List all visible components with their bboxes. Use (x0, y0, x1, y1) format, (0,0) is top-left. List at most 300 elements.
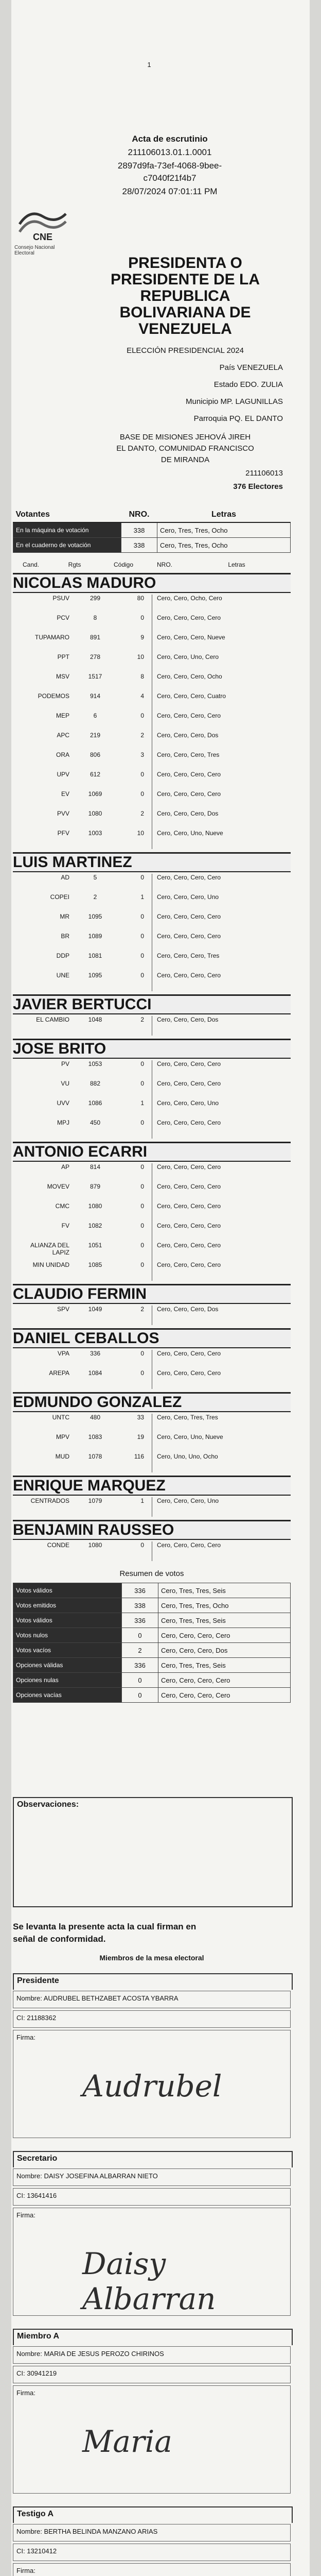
cne-logo (14, 206, 71, 256)
party-votes-letters: Cero, Cero, Uno, Nueve (157, 829, 223, 837)
member-signature: Audrubel (82, 2069, 222, 2104)
centro-line-2: EL DANTO, COMUNIDAD FRANCISCO (116, 444, 254, 453)
party-votes: 2 (140, 810, 144, 817)
votantes-table (13, 507, 291, 553)
party-code: 299 (90, 595, 101, 602)
party-code: 2 (93, 893, 97, 901)
party-acronym: BR (61, 933, 69, 940)
votantes-head-nro: NRO. (121, 507, 157, 522)
party-acronym: PPT (57, 653, 69, 660)
party-acronym: PSUV (52, 595, 69, 602)
party-row (13, 1369, 291, 1389)
party-code: 6 (93, 712, 97, 719)
party-votes: 0 (140, 1369, 144, 1377)
member-role: Presidente (17, 1976, 59, 1985)
party-row (13, 1060, 291, 1080)
resumen-key: Opciones vacías (13, 1688, 122, 1703)
party-code: 1083 (88, 1433, 102, 1440)
candidate-name: DANIEL CEBALLOS (13, 1328, 291, 1348)
votantes-label: En la máquina de votación (13, 522, 121, 538)
party-row (13, 771, 291, 790)
candidate-name: ENRIQUE MARQUEZ (13, 1476, 291, 1496)
title-line-5: VENEZUELA (138, 320, 232, 337)
party-votes-letters: Cero, Cero, Cero, Dos (157, 1306, 219, 1313)
member-ci: CI: 21188362 (13, 2010, 291, 2028)
resumen-key: Opciones válidas (13, 1658, 122, 1673)
title-line-2: PRESIDENTE DE LA (110, 271, 260, 288)
member-firma: Firma: (13, 2563, 291, 2576)
member-role-box (13, 2329, 293, 2345)
party-acronym: UVV (57, 1099, 69, 1107)
party-votes: 0 (140, 614, 144, 621)
votantes-label: En el cuaderno de votación (13, 538, 121, 553)
acta-uuid-1: 2897d9fa-73ef-4068-9bee- (117, 161, 222, 171)
party-acronym: ALIANZA DEL LAPIZ (30, 1242, 69, 1256)
party-row (13, 893, 291, 913)
party-code: 814 (90, 1163, 101, 1171)
party-votes: 33 (137, 1414, 144, 1421)
member-name: Nombre: MARIA DE JESUS PEROZO CHIRINOS (13, 2346, 291, 2364)
resumen-letras: Cero, Cero, Cero, Dos (158, 1643, 291, 1658)
party-acronym: EL CAMBIO (36, 1016, 69, 1023)
candidate-name: JAVIER BERTUCCI (13, 994, 291, 1014)
party-acronym: MUD (55, 1453, 69, 1460)
party-row (13, 829, 291, 849)
party-acronym: MPV (56, 1433, 69, 1440)
party-row (13, 1350, 291, 1369)
party-acronym: ORA (56, 751, 69, 758)
party-row (13, 1202, 291, 1222)
candidate-name: LUIS MARTINEZ (13, 852, 291, 872)
member-signature: Daisy Albarran (82, 2246, 216, 2316)
party-code: 480 (90, 1414, 101, 1421)
candidate-name: CLAUDIO FERMIN (13, 1284, 291, 1304)
party-votes: 3 (140, 751, 144, 758)
party-acronym: MPJ (57, 1119, 69, 1126)
resumen-table (13, 1583, 291, 1703)
party-code: 278 (90, 653, 101, 660)
party-row (13, 1261, 291, 1281)
party-votes-letters: Cero, Cero, Cero, Cero (157, 1202, 221, 1210)
candidate-name: BENJAMIN RAUSSEO (13, 1520, 291, 1540)
resumen-nro: 336 (122, 1658, 158, 1673)
party-votes: 0 (140, 712, 144, 719)
party-votes: 0 (140, 874, 144, 881)
party-acronym: APC (57, 732, 69, 739)
party-acronym: MSV (56, 673, 69, 680)
party-votes: 0 (140, 1261, 144, 1268)
title-line-4: BOLIVARIANA DE (119, 304, 251, 321)
party-acronym: VPA (57, 1350, 69, 1357)
subhead-nro: NRO. (157, 561, 172, 568)
party-row (13, 614, 291, 634)
cne-logo-caption: Consejo Nacional Electoral (14, 245, 55, 256)
party-row (13, 790, 291, 810)
party-code: 882 (90, 1080, 101, 1087)
party-votes-letters: Cero, Cero, Cero, Nueve (157, 634, 225, 641)
member-firma: Firma: (13, 2385, 291, 2494)
party-votes-letters: Cero, Cero, Cero, Uno (157, 893, 219, 901)
observaciones-label: Observaciones: (17, 1800, 79, 1809)
candidate-name: JOSE BRITO (13, 1039, 291, 1059)
resumen-row (13, 1643, 291, 1658)
resumen-letras: Cero, Tres, Tres, Seis (158, 1583, 291, 1598)
cne-logo-icon (14, 206, 71, 242)
party-acronym: TUPAMARO (34, 634, 69, 641)
acta-title: Acta de escrutinio (132, 134, 208, 144)
member-ci: CI: 30941219 (13, 2366, 291, 2383)
party-code: 806 (90, 751, 101, 758)
party-votes: 2 (140, 1306, 144, 1313)
party-votes-letters: Cero, Cero, Cero, Cero (157, 614, 221, 621)
party-row (13, 1119, 291, 1139)
votantes-head: Votantes (13, 507, 121, 522)
party-row (13, 712, 291, 732)
page-mark: 1 (147, 61, 151, 69)
centro-code: 211106013 (245, 469, 283, 478)
party-votes: 0 (140, 1222, 144, 1229)
resumen-row (13, 1628, 291, 1643)
party-acronym: MOVEV (47, 1183, 69, 1190)
party-votes-letters: Cero, Cero, Uno, Cero (157, 653, 219, 660)
resumen-key: Votos emitidos (13, 1598, 122, 1613)
party-votes-letters: Cero, Cero, Cero, Cero (157, 933, 221, 940)
party-row (13, 952, 291, 972)
party-code: 1069 (88, 790, 102, 798)
party-row (13, 1242, 291, 1261)
member-role: Secretario (17, 2154, 58, 2163)
member-ci: CI: 13210412 (13, 2544, 291, 2561)
resumen-letras: Cero, Cero, Cero, Cero (158, 1628, 291, 1643)
resumen-nro: 0 (122, 1628, 158, 1643)
party-votes-letters: Cero, Cero, Cero, Cero (157, 790, 221, 798)
party-votes-letters: Cero, Cero, Cero, Cero (157, 1183, 221, 1190)
party-row (13, 634, 291, 653)
pais: País VENEZUELA (219, 363, 283, 372)
party-row (13, 1453, 291, 1472)
votantes-nro: 338 (121, 538, 157, 553)
party-acronym: DDP (56, 952, 69, 959)
closing-line-1: Se levanta la presente acta la cual firman en (13, 1922, 197, 1931)
party-votes: 10 (137, 829, 144, 837)
resumen-nro: 0 (122, 1673, 158, 1688)
party-code: 1048 (88, 1016, 102, 1023)
party-code: 336 (90, 1350, 101, 1357)
election-name: ELECCIÓN PRESIDENCIAL 2024 (127, 346, 244, 355)
party-row (13, 1433, 291, 1453)
party-code: 1089 (88, 933, 102, 940)
resumen-key: Opciones nulas (13, 1673, 122, 1688)
party-acronym: MR (60, 913, 69, 920)
party-acronym: PV (61, 1060, 69, 1067)
centro-line-3: DE MIRANDA (160, 455, 210, 464)
party-code: 1095 (88, 972, 102, 979)
party-row (13, 972, 291, 991)
member-role: Testigo A (17, 2510, 54, 2518)
party-row (13, 1306, 291, 1325)
candidate-subheader (13, 557, 291, 572)
member-name: Nombre: DAISY JOSEFINA ALBARRAN NIETO (13, 2168, 291, 2186)
party-votes: 0 (140, 1202, 144, 1210)
party-votes: 0 (140, 952, 144, 959)
resumen-key: Votos válidos (13, 1613, 122, 1628)
subhead-codigo: Código (113, 561, 134, 568)
resumen-letras: Cero, Tres, Tres, Seis (158, 1658, 291, 1673)
party-code: 1053 (88, 1060, 102, 1067)
member-role: Miembro A (17, 2332, 60, 2341)
party-votes: 0 (140, 972, 144, 979)
svg-text:CNE: CNE (32, 232, 53, 242)
subhead-letras: Letras (228, 561, 245, 568)
resumen-row (13, 1673, 291, 1688)
party-votes: 0 (140, 790, 144, 798)
party-row (13, 1099, 291, 1119)
party-row (13, 1183, 291, 1202)
party-row (13, 732, 291, 751)
subhead-rgts: Rgts (68, 561, 81, 568)
party-votes: 19 (137, 1433, 144, 1440)
party-votes-letters: Cero, Cero, Cero, Uno (157, 1497, 219, 1504)
party-row (13, 595, 291, 614)
party-acronym: AD (61, 874, 69, 881)
party-votes-letters: Cero, Cero, Cero, Cero (157, 1163, 221, 1171)
party-votes-letters: Cero, Cero, Cero, Cero (157, 1222, 221, 1229)
party-votes: 9 (140, 634, 144, 641)
party-row (13, 874, 291, 893)
party-votes: 8 (140, 673, 144, 680)
party-code: 1080 (88, 810, 102, 817)
member-name: Nombre: AUDRUBEL BETHZABET ACOSTA YBARRA (13, 1991, 291, 2008)
municipio: Municipio MP. LAGUNILLAS (186, 397, 283, 406)
member-firma: Firma: (13, 2208, 291, 2316)
party-acronym: CONDE (47, 1541, 69, 1549)
party-votes: 2 (140, 1016, 144, 1023)
member-signature: Maria (82, 2424, 172, 2459)
resumen-key: Votos vacíos (13, 1643, 122, 1658)
votantes-head-letras: Letras (157, 507, 291, 522)
party-votes-letters: Cero, Cero, Cero, Dos (157, 810, 219, 817)
resumen-letras: Cero, Tres, Tres, Seis (158, 1613, 291, 1628)
party-acronym: CENTRADOS (30, 1497, 69, 1504)
party-votes: 0 (140, 1163, 144, 1171)
party-votes-letters: Cero, Cero, Cero, Cuatro (157, 692, 226, 700)
party-row (13, 1080, 291, 1099)
resumen-row (13, 1613, 291, 1628)
party-code: 1081 (88, 952, 102, 959)
party-votes: 0 (140, 771, 144, 778)
party-acronym: CMC (55, 1202, 69, 1210)
party-acronym: PFV (57, 829, 69, 837)
party-code: 8 (93, 614, 97, 621)
party-votes: 0 (140, 1119, 144, 1126)
party-votes-letters: Cero, Cero, Ocho, Cero (157, 595, 222, 602)
party-votes: 2 (140, 732, 144, 739)
candidate-name: NICOLAS MADURO (13, 573, 291, 593)
party-acronym: PVV (57, 810, 69, 817)
estado: Estado EDO. ZULIA (213, 380, 283, 389)
party-acronym: MEP (56, 712, 69, 719)
resumen-nro: 336 (122, 1613, 158, 1628)
parroquia: Parroquia PQ. EL DANTO (193, 414, 283, 423)
party-code: 1082 (88, 1222, 102, 1229)
subhead-cand: Cand. (22, 561, 40, 568)
party-votes: 1 (140, 893, 144, 901)
votantes-letras: Cero, Tres, Tres, Ocho (157, 522, 291, 538)
party-row (13, 1016, 291, 1036)
party-votes-letters: Cero, Cero, Cero, Uno (157, 1099, 219, 1107)
party-acronym: MIN UNIDAD (32, 1261, 69, 1268)
member-role-box (13, 2151, 293, 2167)
resumen-title: Resumen de votos (119, 1569, 184, 1578)
party-votes: 0 (140, 1060, 144, 1067)
party-acronym: UNE (56, 972, 69, 979)
party-votes: 0 (140, 1350, 144, 1357)
party-votes-letters: Cero, Cero, Cero, Cero (157, 874, 221, 881)
resumen-nro: 336 (122, 1583, 158, 1598)
title-line-1: PRESIDENTA O (128, 255, 242, 272)
party-votes: 0 (140, 933, 144, 940)
member-ci: CI: 13641416 (13, 2188, 291, 2206)
party-acronym: COPEI (50, 893, 69, 901)
candidate-name: ANTONIO ECARRI (13, 1142, 291, 1162)
electores-count: 376 Electores (233, 482, 283, 491)
votantes-letras: Cero, Tres, Tres, Ocho (157, 538, 291, 553)
party-votes-letters: Cero, Cero, Cero, Dos (157, 1016, 219, 1023)
acta-timestamp: 28/07/2024 07:01:11 PM (122, 187, 218, 196)
resumen-row (13, 1658, 291, 1673)
party-code: 1080 (88, 1541, 102, 1549)
party-votes: 0 (140, 913, 144, 920)
party-row (13, 810, 291, 829)
resumen-nro: 2 (122, 1643, 158, 1658)
party-row (13, 1541, 291, 1561)
party-votes-letters: Cero, Cero, Cero, Ocho (157, 673, 222, 680)
party-acronym: FV (61, 1222, 69, 1229)
party-row (13, 692, 291, 712)
resumen-letras: Cero, Cero, Cero, Cero (158, 1688, 291, 1703)
party-votes-letters: Cero, Cero, Cero, Cero (157, 1369, 221, 1377)
party-row (13, 751, 291, 771)
party-votes: 0 (140, 1541, 144, 1549)
member-firma: Firma: (13, 2030, 291, 2138)
party-acronym: UNTC (52, 1414, 69, 1421)
party-code: 5 (93, 874, 97, 881)
party-votes-letters: Cero, Cero, Cero, Cero (157, 913, 221, 920)
party-votes-letters: Cero, Cero, Cero, Tres (157, 751, 220, 758)
party-votes: 116 (134, 1453, 144, 1460)
member-role-box (13, 2506, 293, 2523)
party-acronym: PODEMOS (38, 692, 69, 700)
party-code: 219 (90, 732, 101, 739)
centro-line-1: BASE DE MISIONES JEHOVÁ JIREH (119, 433, 251, 442)
party-code: 1080 (88, 1202, 102, 1210)
party-votes-letters: Cero, Cero, Cero, Cero (157, 1242, 221, 1249)
party-votes-letters: Cero, Cero, Cero, Cero (157, 771, 221, 778)
resumen-row (13, 1583, 291, 1598)
party-code: 1084 (88, 1369, 102, 1377)
party-votes: 80 (137, 595, 144, 602)
party-votes-letters: Cero, Cero, Cero, Cero (157, 972, 221, 979)
party-votes-letters: Cero, Uno, Uno, Ocho (157, 1453, 218, 1460)
party-votes-letters: Cero, Cero, Cero, Cero (157, 1060, 221, 1067)
party-code: 891 (90, 634, 101, 641)
party-code: 1517 (88, 673, 102, 680)
party-row (13, 1497, 291, 1517)
party-votes: 4 (140, 692, 144, 700)
party-votes-letters: Cero, Cero, Cero, Tres (157, 952, 220, 959)
party-votes-letters: Cero, Cero, Cero, Cero (157, 1261, 221, 1268)
member-name: Nombre: BERTHA BELINDA MANZANO ARIAS (13, 2524, 291, 2541)
member-role-box (13, 1973, 293, 1990)
resumen-key: Votos nulos (13, 1628, 122, 1643)
party-votes: 1 (140, 1099, 144, 1107)
party-row (13, 673, 291, 692)
party-votes-letters: Cero, Cero, Uno, Nueve (157, 1433, 223, 1440)
party-acronym: AP (61, 1163, 69, 1171)
resumen-key: Votos válidos (13, 1583, 122, 1598)
party-code: 612 (90, 771, 101, 778)
acta-uuid-2: c7040f21f4b7 (143, 173, 197, 183)
party-code: 1049 (88, 1306, 102, 1313)
party-acronym: UPV (57, 771, 69, 778)
party-code: 1095 (88, 913, 102, 920)
resumen-nro: 338 (122, 1598, 158, 1613)
party-votes: 0 (140, 1080, 144, 1087)
resumen-row (13, 1598, 291, 1613)
party-votes-letters: Cero, Cero, Cero, Dos (157, 732, 219, 739)
party-row (13, 1414, 291, 1433)
party-votes-letters: Cero, Cero, Tres, Tres (157, 1414, 218, 1421)
party-votes: 0 (140, 1242, 144, 1249)
party-code: 1078 (88, 1453, 102, 1460)
candidate-name: EDMUNDO GONZALEZ (13, 1392, 291, 1412)
resumen-letras: Cero, Tres, Tres, Ocho (158, 1598, 291, 1613)
party-votes-letters: Cero, Cero, Cero, Cero (157, 1541, 221, 1549)
resumen-nro: 0 (122, 1688, 158, 1703)
acta-number: 211106013.01.1.0001 (128, 147, 212, 157)
party-votes-letters: Cero, Cero, Cero, Cero (157, 712, 221, 719)
party-votes: 10 (137, 653, 144, 660)
party-acronym: PCV (57, 614, 69, 621)
party-acronym: AREPA (49, 1369, 69, 1377)
resumen-letras: Cero, Cero, Cero, Cero (158, 1673, 291, 1688)
party-votes-letters: Cero, Cero, Cero, Cero (157, 1350, 221, 1357)
party-code: 1085 (88, 1261, 102, 1268)
closing-line-2: señal de conformidad. (13, 1934, 106, 1944)
party-row (13, 1163, 291, 1183)
party-votes-letters: Cero, Cero, Cero, Cero (157, 1080, 221, 1087)
party-votes-letters: Cero, Cero, Cero, Cero (157, 1119, 221, 1126)
votantes-nro: 338 (121, 522, 157, 538)
party-row (13, 653, 291, 673)
party-votes: 0 (140, 1183, 144, 1190)
party-code: 1086 (88, 1099, 102, 1107)
party-acronym: SPV (57, 1306, 69, 1313)
party-code: 914 (90, 692, 101, 700)
party-code: 879 (90, 1183, 101, 1190)
party-code: 450 (90, 1119, 101, 1126)
party-acronym: VU (61, 1080, 69, 1087)
resumen-row (13, 1688, 291, 1703)
observaciones-box (13, 1797, 293, 1907)
party-code: 1079 (88, 1497, 102, 1504)
mesa-title: Miembros de la mesa electoral (99, 1954, 204, 1962)
party-code: 1051 (88, 1242, 102, 1249)
party-acronym: EV (61, 790, 69, 798)
party-row (13, 1222, 291, 1242)
party-votes: 1 (140, 1497, 144, 1504)
title-line-3: REPUBLICA (140, 287, 230, 304)
